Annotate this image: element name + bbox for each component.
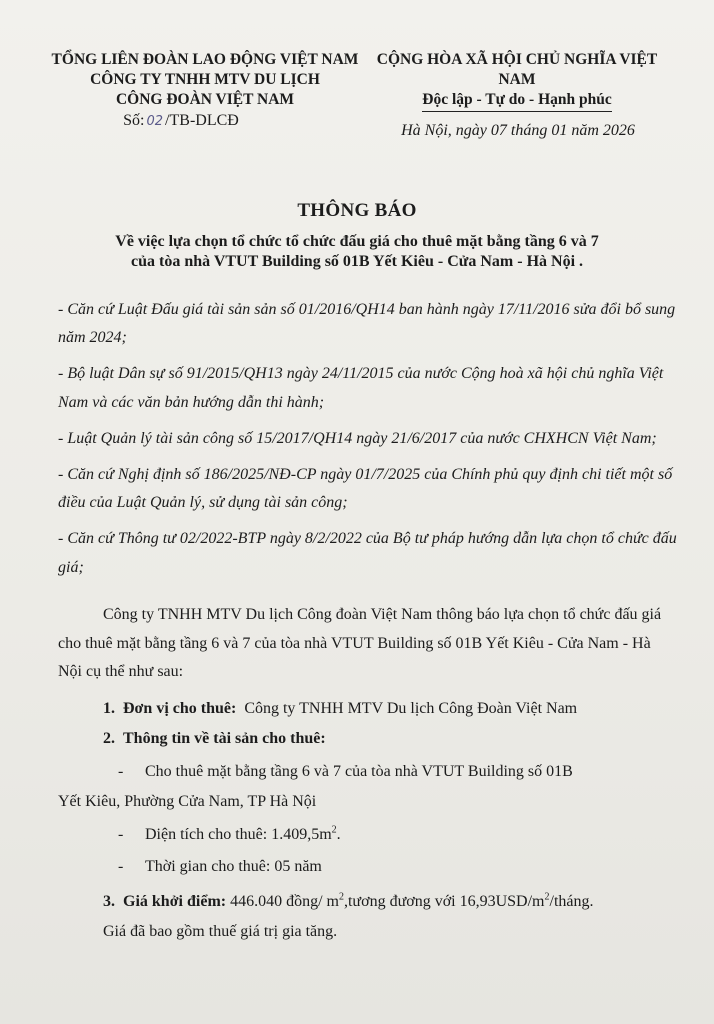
- subject-line-1: Về việc lựa chọn tổ chức tổ chức đấu giá cho thuê mặt bằng tầng 6 và 7: [115, 233, 599, 250]
- item-value: Công ty TNHH MTV Du lịch Công Đoàn Việt Nam: [244, 699, 578, 717]
- document-subject: [60, 232, 654, 272]
- price-value: 446.040 đồng/ m: [230, 892, 339, 910]
- item-label: Đơn vị cho thuê:: [123, 699, 237, 717]
- dash: -: [118, 762, 124, 780]
- doc-no-handwritten: 02: [146, 114, 164, 129]
- doc-no-suffix: /TB-DLCĐ: [165, 112, 239, 129]
- area-end: .: [336, 825, 341, 843]
- item-lessor: [58, 695, 678, 724]
- dash: -: [118, 825, 124, 843]
- national-header: [362, 50, 672, 112]
- national-motto: Độc lập - Tự do - Hạnh phúc: [422, 90, 611, 112]
- price-usd: ,tương đương với 16,93USD/m: [343, 892, 545, 910]
- item-number: 1.: [103, 699, 115, 717]
- asset-detail-text: Cho thuê mặt bằng tầng 6 và 7 của tòa nhà VTUT Building số 01B: [145, 762, 573, 780]
- legal-basis-item: - Căn cứ Luật Đấu giá tài sản sản số 01/2016/QH14 ban hành ngày 17/11/2016 sửa đổi bổ sung năm 2024;: [58, 301, 676, 347]
- issuer-header: [40, 50, 370, 132]
- item-starting-price: [58, 888, 678, 917]
- item-label: Giá khởi điểm:: [123, 892, 227, 910]
- document-date: Hà Nội, ngày 07 tháng 01 năm 2026: [401, 122, 635, 139]
- lease-term-text: Thời gian cho thuê: 05 năm: [145, 858, 322, 875]
- item-number: 3.: [103, 892, 115, 910]
- national-title: CỘNG HÒA XÃ HỘI CHỦ NGHĨA VIỆT NAM: [376, 51, 658, 88]
- price-unit: /tháng.: [549, 892, 594, 910]
- document-title: THÔNG BÁO: [297, 200, 417, 221]
- item-number: 2.: [103, 730, 115, 747]
- subject-line-2: của tòa nhà VTUT Building số 01B Yết Kiêu - Cửa Nam - Hà Nội .: [130, 253, 584, 270]
- area-text: Diện tích cho thuê: 1.409,5m: [145, 825, 332, 843]
- item-asset-info: [58, 725, 678, 754]
- document-number: [0, 111, 370, 132]
- doc-no-prefix: Số:: [123, 112, 145, 129]
- dash: -: [118, 858, 124, 875]
- area-sup: 2: [331, 824, 337, 836]
- asset-area: [58, 821, 678, 850]
- intro-paragraph: Công ty TNHH MTV Du lịch Công đoàn Việt Nam thông báo lựa chọn tổ chức đấu giá cho thuê mặt bằng tầng 6 và 7 của tòa nhà VTUT Building số 01B Yết Kiêu - Cửa Nam - Hà Nội cụ thể như sau:: [58, 606, 662, 680]
- price-sup: 2: [338, 891, 344, 903]
- document-body: [58, 601, 678, 947]
- price-note: Giá đã bao gồm thuế giá trị gia tăng.: [103, 923, 338, 940]
- legal-basis-item: - Căn cứ Nghị định số 186/2025/NĐ-CP ngày 01/7/2025 của Chính phủ quy định chi tiết một số điều của Luật Quản lý, sử dụng tài sản công;: [58, 466, 673, 512]
- legal-basis-item: - Căn cứ Thông tư 02/2022-BTP ngày 8/2/2022 của Bộ tư pháp hướng dẫn lựa chọn tổ chức đấu giá;: [58, 530, 677, 576]
- legal-basis-item: - Luật Quản lý tài sản công số 15/2017/QH14 ngày 21/6/2017 của nước CHXHCN Việt Nam;: [58, 429, 657, 447]
- lease-term: [58, 853, 678, 882]
- issuer-line-1: TỔNG LIÊN ĐOÀN LAO ĐỘNG VIỆT NAM: [51, 51, 359, 68]
- asset-detail-1-continued: Yết Kiêu, Phường Cửa Nam, TP Hà Nội: [58, 793, 317, 810]
- item-label: Thông tin về tài sản cho thuê:: [123, 730, 326, 747]
- legal-bases: [58, 296, 678, 590]
- issuer-line-2: CÔNG TY TNHH MTV DU LỊCH: [90, 71, 320, 88]
- asset-detail-1: [58, 758, 678, 787]
- price-usd-sup: 2: [544, 891, 550, 903]
- legal-basis-item: - Bộ luật Dân sự số 91/2015/QH13 ngày 24/11/2015 của nước Cộng hoà xã hội chủ nghĩa Việt Nam và các văn bản hướng dẫn thi hành;: [58, 365, 664, 411]
- issuer-line-3: CÔNG ĐOÀN VIỆT NAM: [115, 91, 295, 108]
